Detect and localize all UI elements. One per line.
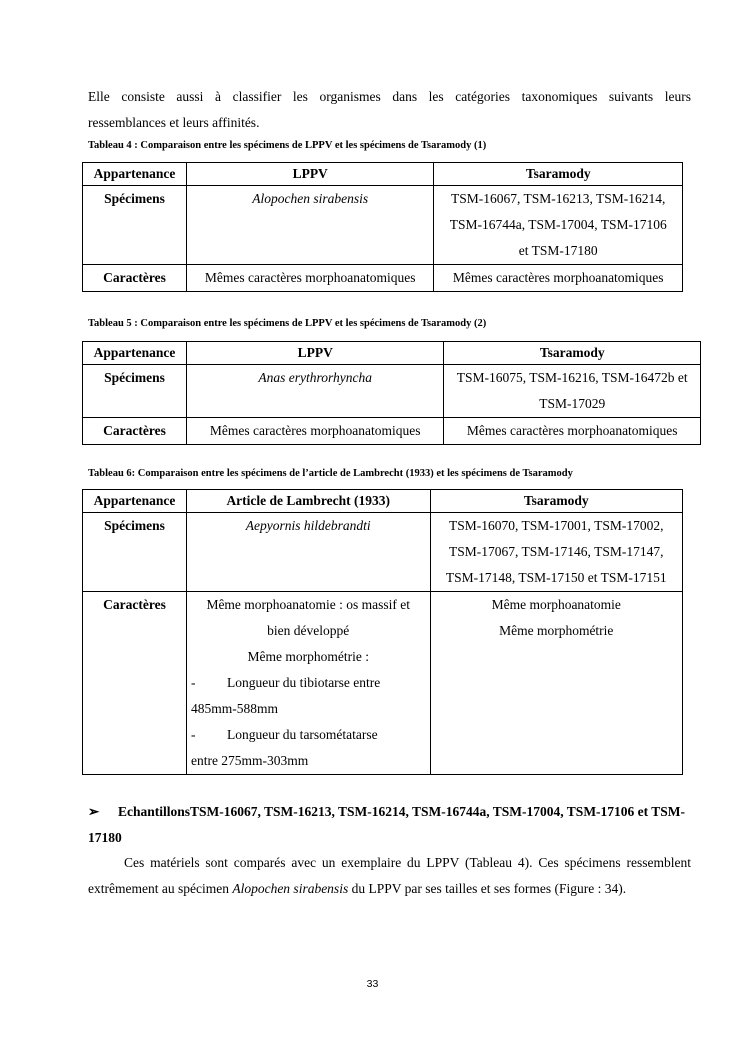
intro-line-1: Elle consiste aussi à classifier les organismes dans les catégories taxonomiques suivants leurs: [88, 89, 691, 104]
table4: [82, 162, 683, 292]
page-number: 33: [366, 978, 379, 990]
table6-morphometrie-line: Même morphométrie :: [247, 649, 369, 664]
section-heading-text: EchantillonsTSM-16067, TSM-16213, TSM-16214, TSM-16744a, TSM-17004, TSM-17106 et TSM-17180: [88, 804, 686, 845]
table5-row-label: Caractères: [83, 418, 187, 445]
table6-header-lambrecht: Article de Lambrecht (1933): [186, 490, 430, 513]
table-row: [83, 186, 683, 265]
table6-tsaramody-line: Même morphoanatomie: [491, 597, 621, 612]
body-text-2: du LPPV par ses tailles et ses formes (Figure : 34).: [348, 881, 627, 896]
table5: [82, 341, 701, 445]
table5-header-appartenance: Appartenance: [83, 342, 187, 365]
bullet-text: Longueur du tarsométatarse: [226, 727, 378, 742]
bullet-dash: -: [190, 675, 196, 690]
table5-caracteres-lppv: Mêmes caractères morphoanatomiques: [186, 418, 444, 445]
table6-specimens: TSM-16070, TSM-17001, TSM-17002, TSM-17067, TSM-17146, TSM-17147, TSM-17148, TSM-17150 et TSM-17151: [430, 513, 682, 592]
list-item: [191, 722, 426, 748]
table4-specimens: TSM-16067, TSM-16213, TSM-16214, TSM-16744a, TSM-17004, TSM-17106 et TSM-17180: [434, 186, 683, 265]
table6-species: Aepyornis hildebrandti: [186, 513, 430, 592]
table4-caption: Tableau 4 : Comparaison entre les spécimens de LPPV et les spécimens de Tsaramody (1): [88, 140, 487, 151]
table4-header-lppv: LPPV: [186, 163, 434, 186]
section-body: [88, 850, 691, 902]
body-species: Alopochen sirabensis: [232, 881, 349, 896]
table4-row-label: Spécimens: [83, 186, 187, 265]
intro-paragraph: [88, 84, 691, 136]
table4-caracteres-tsaramody: Mêmes caractères morphoanatomiques: [434, 265, 683, 292]
table6-header-row: [83, 490, 683, 513]
table6-row-label: Caractères: [83, 592, 187, 775]
arrow-bullet-icon: ➢: [88, 804, 100, 819]
table4-species: Alopochen sirabensis: [186, 186, 434, 265]
table-row: [83, 592, 683, 775]
table6-header-appartenance: Appartenance: [83, 490, 187, 513]
bullet-continuation: 485mm-588mm: [190, 701, 278, 716]
table6: [82, 489, 683, 775]
table4-header-appartenance: Appartenance: [83, 163, 187, 186]
table4-header-tsaramody: Tsaramody: [434, 163, 683, 186]
table5-header-row: [83, 342, 701, 365]
table6-caracteres-tsaramody: [430, 592, 682, 775]
table5-row-label: Spécimens: [83, 365, 187, 418]
table5-species: Anas erythrorhyncha: [186, 365, 444, 418]
table6-caption: Tableau 6: Comparaison entre les spécimens de l’article de Lambrecht (1933) et les spécimens de Tsaramody: [88, 468, 573, 479]
table5-header-tsaramody: Tsaramody: [444, 342, 701, 365]
table-row: [83, 418, 701, 445]
bullet-continuation: entre 275mm-303mm: [190, 753, 309, 768]
table6-caracteres-lambrecht: [186, 592, 430, 775]
bullet-dash: -: [190, 727, 196, 742]
table5-specimens: TSM-16075, TSM-16216, TSM-16472b et TSM-17029: [444, 365, 701, 418]
table6-header-tsaramody: Tsaramody: [430, 490, 682, 513]
body-text-1: Ces matériels sont comparés avec un exemplaire du LPPV (Tableau 4). Ces spécimens ressemblent extrêmement au spécimen: [88, 855, 691, 896]
table4-caracteres-lppv: Mêmes caractères morphoanatomiques: [186, 265, 434, 292]
table5-header-lppv: LPPV: [186, 342, 444, 365]
table4-header-row: [83, 163, 683, 186]
table6-morphoanatomie-line: Même morphoanatomie : os massif et bien développé: [206, 597, 411, 638]
list-item: [191, 670, 426, 696]
table-row: [83, 265, 683, 292]
bullet-text: Longueur du tibiotarse entre: [226, 675, 381, 690]
table6-row-label: Spécimens: [83, 513, 187, 592]
table5-caption: Tableau 5 : Comparaison entre les spécimens de LPPV et les spécimens de Tsaramody (2): [88, 318, 487, 329]
table5-caracteres-tsaramody: Mêmes caractères morphoanatomiques: [444, 418, 701, 445]
intro-line-2: ressemblances et leurs affinités.: [88, 115, 260, 130]
table-row: [83, 513, 683, 592]
table-row: [83, 365, 701, 418]
section-heading: [88, 799, 688, 851]
table6-tsaramody-line: Même morphométrie: [499, 623, 614, 638]
table4-row-label: Caractères: [83, 265, 187, 292]
